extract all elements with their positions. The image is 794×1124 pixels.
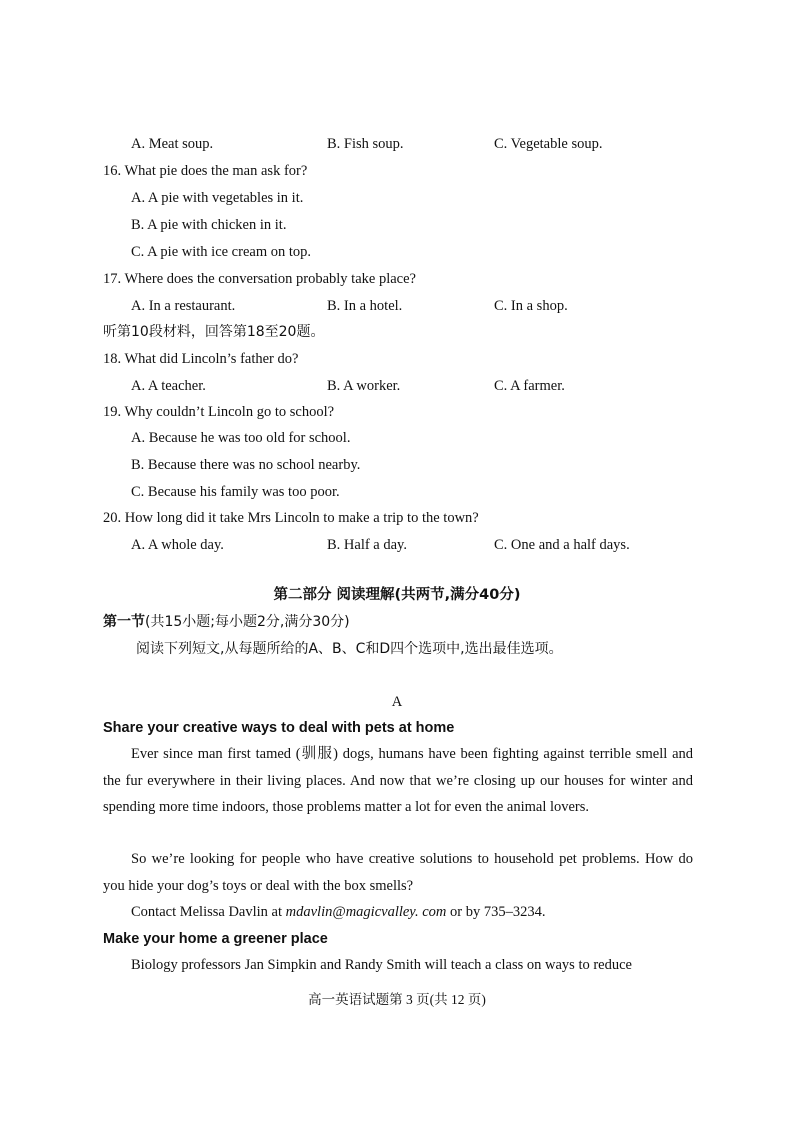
q17-option-a: A. In a restaurant. (131, 298, 236, 314)
part2-title: 第二部分 阅读理解(共两节,满分40分) (273, 587, 521, 603)
q19-option-a: A. Because he was too old for school. (131, 430, 351, 446)
contact-prefix: Contact Melissa Davlin at (131, 904, 286, 920)
q16-option-a: A. A pie with vegetables in it. (131, 190, 304, 206)
passage-paragraph-1 (103, 741, 693, 821)
q20-option-b: B. Half a day. (327, 537, 407, 553)
paragraph-2-text: So we’re looking for people who have creative solutions to household pet problems. How do you hide your dog’s toys or deal with the box smells? (103, 851, 693, 894)
q17-option-c: C. In a shop. (494, 298, 568, 314)
q17-option-b: B. In a hotel. (327, 298, 403, 314)
q15-option-a: A. Meat soup. (131, 136, 214, 152)
passage-paragraph-2 (103, 846, 693, 899)
listening-instruction-10: 听第10段材料，回答第18至20题。 (103, 324, 325, 340)
q19-question: 19. Why couldn’t Lincoln go to school? (103, 404, 335, 420)
q16-option-b: B. A pie with chicken in it. (131, 217, 287, 233)
paragraph-3-text: Biology professors Jan Simpkin and Randy Smith will teach a class on ways to reduce (131, 957, 632, 973)
q19-option-c: C. Because his family was too poor. (131, 484, 340, 500)
contact-email-link[interactable]: mdavlin@magicvalley. com (285, 904, 447, 920)
passage-letter: A (391, 694, 403, 710)
section1-header (103, 613, 350, 631)
q16-option-c: C. A pie with ice cream on top. (131, 244, 312, 260)
q18-question: 18. What did Lincoln’s father do? (103, 351, 299, 367)
q19-option-b: B. Because there was no school nearby. (131, 457, 361, 473)
passage-paragraph-3 (103, 952, 693, 979)
q18-option-b: B. A worker. (327, 378, 401, 394)
passage-heading-pets: Share your creative ways to deal with pets at home (103, 720, 455, 736)
q15-option-c: C. Vegetable soup. (494, 136, 603, 152)
q20-question: 20. How long did it take Mrs Lincoln to make a trip to the town? (103, 510, 479, 526)
q17-question: 17. Where does the conversation probably take place? (103, 271, 416, 287)
q15-option-b: B. Fish soup. (327, 136, 404, 152)
q18-option-c: C. A farmer. (494, 378, 565, 394)
contact-line (131, 903, 545, 921)
q18-option-a: A. A teacher. (131, 378, 206, 394)
q20-option-a: A. A whole day. (131, 537, 224, 553)
q20-option-c: C. One and a half days. (494, 537, 630, 553)
section1-label: 第一节 (103, 614, 145, 630)
contact-phone: or by 735–3234. (446, 904, 546, 920)
paragraph-1-text: Ever since man first tamed (驯服) dogs, humans have been fighting against terrible smell and the fur everywhere in their living places. And now that we’re closing up our houses for winter and spending more time indoors, those problems matter a lot for even the animal lovers. (103, 746, 693, 815)
q16-question: 16. What pie does the man ask for? (103, 163, 308, 179)
reading-instruction: 阅读下列短文,从每题所给的A、B、C和D四个选项中,选出最佳选项。 (136, 641, 563, 657)
page-footer: 高一英语试题第 3 页(共 12 页) (308, 992, 486, 1007)
section1-scoring: (共15小题;每小题2分,满分30分) (145, 614, 350, 630)
passage-heading-greener: Make your home a greener place (103, 931, 328, 947)
